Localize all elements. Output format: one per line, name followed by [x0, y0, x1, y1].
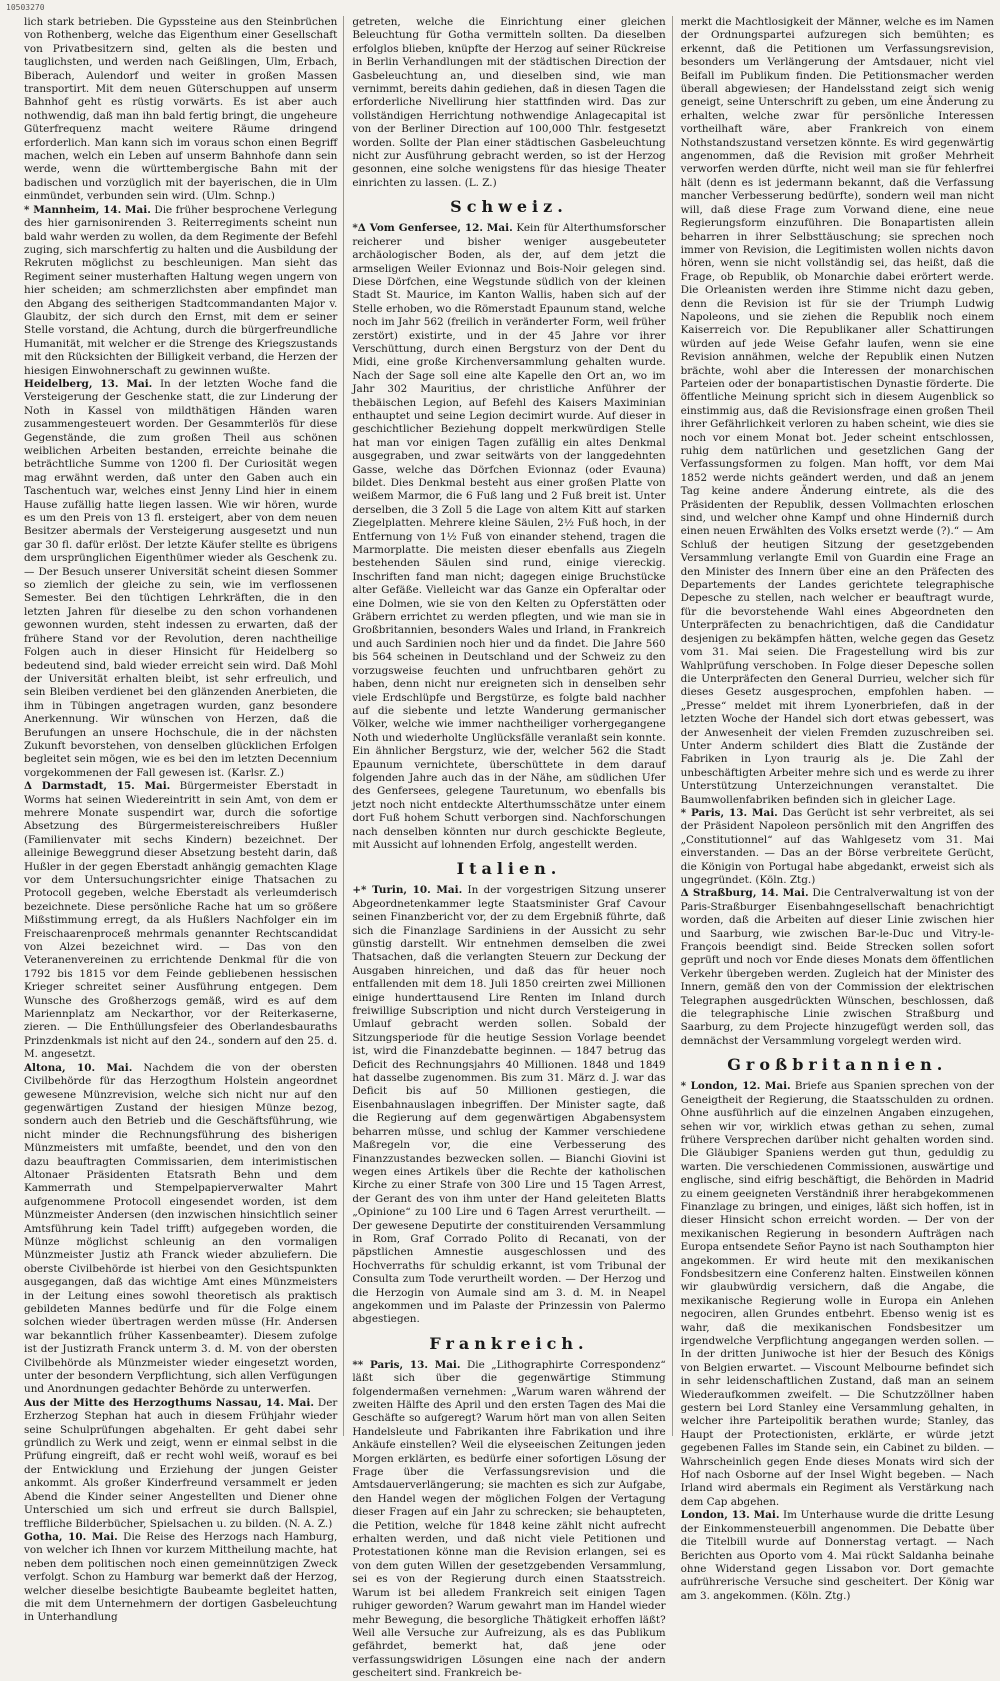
article-text: Die früher besprochene Verlegung des hier garnisonirenden 3. Reiterregiments scheint nun bald wahr werden zu wollen, da dem Regimente der Befehl zuging, sich marschfertig zu halten und die Ausbildung der Rekruten möglichst zu beschleunigen. Man sieht das Regiment seiner musterhaften Haltung wegen ungern von hier scheiden; am schmerzlichsten aber empfindet man den Abgang des seitherigen Stadtcommandanten Major v. Glaubitz, der sich durch den Ernst, mit dem er seiner Stelle vorstand, die Achtung, durch die bürgerfreundliche Humanität, mit welcher er die Strenge des Kriegszustands mit den Rücksichten der Billigkeit verband, die Herzen der hiesigen Einwohnerschaft zu gewinnen wußte.	[24, 203, 338, 377]
article-text: Briefe aus Spanien sprechen von der Geneigtheit der Regierung, die Staatsschulden zu ordnen. Ohne ausführlich auf die einzelnen Angaben einzugehen, sehen wir vor, wirklich etwas gethan zu sehen, zumal frühere Versprechen darüber nicht gehalten worden sind. Die Gläubiger Spaniens werden gut thun, geduldig zu warten. Die verschiedenen Commissionen, auswärtige und englische, sind eifrig beschäftigt, die Behörden in Madrid zu einem geeigneten Verständniß ihrer herabgekommenen Finanzlage zu bringen, und einiges, läßt sich hoffen, ist in dieser Hinsicht schon erreicht worden. — Der von der mexikanischen Regierung in besondern Aufträgen nach Europa entsendete Señor Payno ist nach Southampton hier angekommen. Er wird heute mit den mexikanischen Fondsbesitzern eine Conferenz halten. Einstweilen können wir glaubwürdig versichern, daß die Angabe, die mexikanische Regierung wolle in Europa ein Anlehen negociren, allen Grundes entbehrt. Ebenso wenig ist es wahr, daß die mexikanischen Fondsbesitzer um irgendwelche Verpflichtung angegangen werden sollen. — In der dritten Juniwoche ist hier der Besuch des Königs von Belgien erwartet. — Viscount Melbourne befindet sich in sehr leidenschaftlichen Zustand, daß man an seinem Wiederaufkommen zweifelt. — Die Schutzzöllner haben gestern bei Lord Stanley eine Versammlung gehalten, in welcher ihre Parteipolitik berathen wurde; Stanley, das Haupt der Protectionisten, erklärte, er würde jetzt gegebenen Falles im Stande sein, ein Cabinet zu bilden. — Wahrscheinlich gegen Ende dieses Monats wird sich der Hof nach Osborne auf der Insel Wight begeben. — Nach Irland wird abermals ein Regiment als Verstärkung nach dem Cap abgehen.	[680, 1080, 994, 1508]
article-paragraph	[24, 780, 337, 1062]
newspaper-columns	[24, 16, 1000, 1680]
article-dateline: Δ Straßburg, 14. Mai.	[680, 887, 809, 900]
page-id: 10503270	[6, 3, 45, 12]
section-heading: Großbritannien.	[727, 1055, 948, 1075]
column-2	[352, 16, 672, 1680]
article-paragraph	[681, 1509, 994, 1603]
article-paragraph	[24, 16, 337, 204]
article-dateline: Aus der Mitte des Herzogthums Nassau, 14. Mai.	[24, 1396, 314, 1409]
article-paragraph	[24, 1531, 337, 1625]
article-dateline: +* Turin, 10. Mai.	[352, 884, 463, 897]
article-text: Das Gerücht ist sehr verbreitet, als sei der Präsident Napoleon persönlich mit den Angriffen des „Constitutionnel“ auf das Wahlgesetz vom 31. Mai einverstanden. — Das an der Börse verbreitete Gerücht, die Königin von Portugal habe abgedankt, erweist sich als ungegründet. (Köln. Ztg.)	[680, 806, 994, 886]
article-dateline: Altona, 10. Mai.	[24, 1061, 133, 1074]
article-paragraph	[24, 204, 337, 378]
section-heading: Frankreich.	[429, 1333, 589, 1353]
article-text: Im Unterhause wurde die dritte Lesung der Einkommensteuerbill angenommen. Die Debatte über die Titelbill wurde auf Donnerstag vertagt. — Nach Berichten aus Oporto vom 4. Mai rückt Saldanha beinahe ohne Widerstand gegen Lissabon vor. Dort gemachte aufrührerische Versuche sind gescheitert. Der König war am 3. angekommen. (Köln. Ztg.)	[680, 1509, 994, 1602]
article-text: In der letzten Woche fand die Versteigerung der Geschenke statt, die zur Linderung der Noth in Kassel von mildthätigen Händen waren zusammengesteuert worden. Der Gesammterlös für diese Gegenstände, die zum großen Theil aus schönen weiblichen Arbeiten bestanden, erreichte beinahe die beträchtliche Summe von 1200 fl. Der Curiosität wegen mag erwähnt werden, daß unter den Gaben auch ein Taschentuch war, welches einst Jenny Lind hier in einem Hause zufällig hatte liegen lassen. Wie wir hören, wurde es um den Preis von 13 fl. ersteigert, aber von dem neuen Besitzer abermals der Versteigerung ausgesetzt und nun gar 30 fl. dafür erlöst. Der letzte Käufer stellte es übrigens dem ursprünglichen Eigenthümer wieder als Geschenk zu. — Der Besuch unserer Universität scheint diesen Sommer so ziemlich der gleiche zu sein, wie im verflossenen Semester. Bei den tüchtigen Lehrkräften, die in den letzten Jahren für dieselbe zu den schon vorhandenen gewonnen wurden, steht indessen zu erwarten, daß der frühere Stand vor der Revolution, deren nachtheilige Folgen auch in dieser Hinsicht für Heidelberg so bedeutend sind, bald wieder erreicht sein wird. Daß Mohl der Universität erhalten bleibt, ist sehr erfreulich, und sein Bleiben verdienet bei den glänzenden Anerbieten, die ihm in Tübingen angetragen wurden, ganz besondere Anerkennung. Wir wünschen von Herzen, daß die Berufungen an unsere Hochschule, die in der nächsten Zukunft bevorstehen, von denselben glücklichen Erfolgen begleitet sein mögen, wie es bei den im letzten Decennium vorgekommenen der Fall gewesen ist. (Karlsr. Z.)	[24, 377, 338, 779]
article-paragraph	[352, 884, 665, 1326]
article-dateline: * Paris, 13. Mai.	[680, 806, 778, 819]
article-dateline: Gotha, 10. Mai.	[24, 1530, 118, 1543]
article-dateline: Heidelberg, 13. Mai.	[24, 377, 153, 390]
article-paragraph	[681, 887, 994, 1048]
article-text: getreten, welche die Einrichtung einer gleichen Beleuchtung für Gotha vermitteln sollten. Da dieselben erfolglos blieben, knüpfte der Herzog auf seiner Rückreise in Berlin Verhandlungen mit der städtischen Direction der Gasbeleuchtung an, und dieselben sind, wie man vernimmt, bereits dahin gediehen, daß in diesen Tagen die erforderliche Nivellirung hier stattfinden wird. Das zur vollständigen Herrichtung nothwendige Anlagecapital ist von der Berliner Direction auf 100,000 Thlr. festgesetzt worden. Sollte der Plan einer städtischen Gasbeleuchtung nicht zur Ausführung gebracht werden, so ist der Herzog gesonnen, eine solche wenigstens für das hiesige Theater einrichten zu lassen. (L. Z.)	[352, 16, 666, 189]
article-dateline: London, 13. Mai.	[680, 1509, 780, 1522]
article-text: Nachdem die von der obersten Civilbehörde für das Herzogthum Holstein angeordnet gewesene Münzrevision, welche sich nicht nur auf den gegenwärtigen Zustand der hiesigen Münze bezog, sondern auch den Betrieb und die Geschäftsführung, wie nicht minder die Rechnungsführung des bisherigen Münzmeisters mit umfaßte, beendet, und den von den dazu beauftragten Commissarien, dem interimistischen Altonaer Präsidenten Etatsrath Behn und dem Kammerrath und Stempelpapierverwalter Mahrt aufgenommene Protocoll eingesendet worden, ist dem Münzmeister Andersen (den inzwischen hinsichtlich seiner Amtsführung kein Tadel trifft) aufgegeben worden, die Münze möglichst schleunig an den vormaligen Münzmeister Justiz ath Franck wieder abzuliefern. Die oberste Civilbehörde ist hierbei von den Gesichtspunkten ausgegangen, daß das wichtige Amt eines Münzmeisters in der Leitung eines sowohl theoretisch als praktisch gebildeten Mannes bedürfe und für die Folge einem solchen wieder übertragen werden müsse (Hr. Andersen war bekanntlich früher Kassenbeamter). Diesem zufolge ist der Justizrath Franck unterm 3. d. M. von der obersten Civilbehörde als Münzmeister wieder eingesetzt worden, unter der besondern Verpflichtung, sich allen Verfügungen und Anordnungen gedachter Behörde zu unterwerfen.	[24, 1061, 338, 1396]
article-text: lich stark betrieben. Die Gypssteine aus den Steinbrüchen von Rothenberg, welche das Eigenthum einer Gesellschaft von Privatbesitzern sind, gelten als die besten und tauglichsten, und werden nach Geißlingen, Ulm, Erbach, Biberach, Aulendorf und weiter in großen Massen transportirt. Mit dem neuen Güterschuppen auf unserm Bahnhof geht es rüstig vorwärts. Es ist aber auch nothwendig, daß man ihn bald fertig bringt, die ungeheure Güterfrequenz macht weitere Räume dringend erforderlich. Man kann sich im voraus schon einen Begriff machen, welch ein Leben auf unserm Bahnhofe dann sein werde, wenn die württembergische Bahn mit der badischen und vorzüglich mit der bayerischen, die in Ulm einmündet, verbunden sein wird. (Ulm. Schnp.)	[24, 16, 338, 203]
article-paragraph	[352, 222, 665, 852]
article-text: merkt die Machtlosigkeit der Männer, welche es im Namen der Ordnungspartei aufzuregen sich bemühten; es erkennt, daß die Petitionen um Verfassungsrevision, besonders um Verlängerung der Amtsdauer, nicht viel Beifall im Publikum finden. Die Petitionsmacher werden überall abgewiesen; der Handelsstand zeigt sich wenig geneigt, seine Unterschrift zu geben, um eine Änderung zu erhalten, welche zwar für persönliche Interessen vortheilhaft wäre, aber Frankreich von einem Nothstandszustand versetzen könnte. Es wird gegenwärtig angenommen, daß die Revision mit großer Mehrheit verworfen werden dürfte, nicht weil man sie für fehlerfrei hält (denn es ist jedermann bekannt, daß die Verfassung mancher Verbesserung bedürfte), sondern weil man nicht will, daß diese Frage zum Vorwand diene, eine neue Regierungsform einzuführen. Die Bonapartisten allein beharren in ihrer Selbsttäuschung; sie sprechen noch immer von Revision, die Legitimisten wollen nichts davon hören, wenn sie nicht vollständig sei, das heißt, daß die Frage, ob Republik, ob Monarchie dabei erörtert werde. Die Orleanisten werden ihre Stimme nicht dazu geben, denn die Revision ist für sie der Triumph Ludwig Napoleons, und sie ziehen die Republik noch einem Kaiserreich vor. Die Republikaner aller Schattirungen würden auf jede Weise Gefahr laufen, wenn sie eine Revision annähmen, welche der Republik einen Nutzen brächte, wohl aber die Interessen der monarchischen Parteien oder der bonapartistischen Dynastie förderte. Die öffentliche Meinung spricht sich in diesem Augenblick so einstimmig aus, daß die Revisionsfrage einen großen Theil ihrer Gefährlichkeit verloren zu haben scheint, wie dies sie noch vor einem Monat bot. Jeder scheint entschlossen, ruhig dem natürlichen und gesetzlichen Gang der Verfassungsformen zu folgen. Man hofft, vor dem Mai 1852 werde nichts geändert werden, und daß an jenem Tag keine andere Änderung eintrete, als die des Präsidenten der Republik, dessen Vollmachten erloschen sind, und welcher ohne Kampf und ohne Hinderniß durch einen neuen Erwählten des Volks ersetzt werde (?).“ — Am Schluß der heutigen Sitzung der gesetzgebenden Versammlung verlangte Emil von Guardin eine Frage an den Minister des Innern über eine an den Präfecten des Departements der Landes gerichtete telegraphische Depesche zu stellen, nach welcher er beauftragt wurde, für die bevorstehende Wahl eines Abgeordneten den Unterpräfecten zu benachrichtigen, daß die Candidatur desjenigen zu bekämpfen hätten, welche gegen das Gesetz vom 31. Mai seien. Die Fragestellung wird bis zur Wahlprüfung verschoben. In Folge dieser Depesche sollen die Unterpräfecten den General Durrieu, welcher sich für dieses Gesetz ausgesprochen, empfohlen haben. — „Presse“ meldet mit ihrem Lyonerbriefen, daß in der letzten Woche der Handel sich dort etwas gebessert, was der Anwesenheit der vielen Fremden zuzuschreiben sei. Unter Anderm schildert dies Blatt die Zustände der Fabriken in Lyon traurig als je. Die Zahl der unbeschäftigten Arbeiter mehre sich und es werde zu ihrer Unterstützung Unterzeichnungen veranstaltet. Die Baumwollenfabriken befinden sich in gleicher Lage.	[680, 16, 994, 806]
section-heading: Schweiz.	[450, 197, 568, 217]
article-text: Bürgermeister Eberstadt in Worms hat seinen Wiedereintritt in sein Amt, von dem er mehrere Monate suspendirt war, durch die sofortige Absetzung des Bürgermeistereischreibers Hußler (Familienvater mit sechs Kindern) bezeichnet. Der alleinige Beweggrund dieser Absetzung besteht darin, daß Hußler in der gegen Eberstadt anhängig gemachten Klage vor dem Untersuchungsrichter einige Thatsachen zu Protocoll gegeben, welche Eberstadt als verleumderisch bezeichnete. Diese persönliche Rache hat um so größere Mißstimmung erregt, da als Hußlers Nachfolger ein im Freischaarenproceß mehrmals genannter Rechtscandidat von Alzei bezeichnet wird. — Das von den Veteranenvereinen zu errichtende Denkmal für die von 1792 bis 1815 vor dem Feinde gebliebenen hessischen Krieger schreitet seiner Ausführung entgegen. Dem Wunsche des Großherzogs gemäß, wird es auf dem Mariennplatz am Neckarthor, vor der Reiterkaserne, zieren. — Die Enthüllungsfeier des Oberlandesbauraths Prinzdenkmals ist nicht auf den 24., sondern auf den 25. d. M. angesetzt.	[24, 780, 338, 1061]
article-paragraph	[681, 807, 994, 887]
article-text: In der vorgestrigen Sitzung unserer Abgeordnetenkammer legte Staatsminister Graf Cavour seinen Finanzbericht vor, der zu dem Ergebniß führte, daß sich die Finanzlage Sardiniens in der Aussicht zu sehr günstig darstellt. Wir entnehmen demselben die zwei Thatsachen, daß die verlangten Steuern zur Deckung der Ausgaben hinreichen, und daß das für heuer noch entfallenden mit dem 18. Juli 1850 creirten zwei Millionen einige hunderttausend Lire Renten im Inland durch freiwillige Subscription und nicht durch Versteigerung in Umlauf gebracht werden sollen. Sobald der Sitzungsperiode für die heutige Session Vorlage beendet ist, wird die Finanzdebatte beginnen. — 1847 betrug das Deficit des Rechnungsjahrs 40 Millionen. 1848 und 1849 hat dasselbe zugenommen. Bis zum 31. März d. J. war das Deficit bis auf 50 Millionen gestiegen, die Eisenbahnauslagen inbegriffen. Der Minister sagte, daß die Regierung auf dem gegenwärtigen Abgabensystem beharren müsse, und schlug der Kammer verschiedene Maßregeln vor, die eine Verbesserung des Finanzzustandes bezwecken sollen. — Bianchi Giovini ist wegen eines Artikels über die Rechte der katholischen Kirche zu einer Strafe von 300 Lire und 15 Tagen Arrest, der Gerant des von ihm unter der Hand geleiteten Blatts „Opinione“ zu 100 Lire und 6 Tagen Arrest verurtheilt. — Der gewesene Deputirte der constituirenden Versammlung in Rom, Graf Corrado Polito di Recanati, von der päpstlichen Amnestie ausgeschlossen und des Hochverraths für schuldig erkannt, ist vom Tribunal der Consulta zum Tode verurtheilt worden. — Der Herzog und die Herzogin von Aumale sind am 3. d. M. in Neapel angekommen und im Palaste der Prinzessin von Palermo abgestiegen.	[352, 884, 666, 1326]
article-dateline: ** Paris, 13. Mai.	[352, 1358, 461, 1371]
article-paragraph	[24, 1062, 337, 1397]
article-paragraph	[352, 16, 665, 190]
article-dateline: *Δ Vom Genfersee, 12. Mai.	[352, 222, 513, 235]
article-dateline: * London, 12. Mai.	[680, 1080, 791, 1093]
article-paragraph	[352, 1359, 665, 1681]
article-text: Die „Lithographirte Correspondenz“ läßt sich über die gegenwärtige Stimmung folgendermaßen vernehmen: „Warum waren während der zweiten Hälfte des April und den ersten Tagen des Mai die Geschäfte so aufgeregt? Warum hört man von allen Seiten Handelsleute und Fabrikanten ihre Fabrikation und ihre Ankäufe einstellen? Weil die elyseeischen Zeitungen jeden Morgen erklärten, es bedürfe einer sofortigen Lösung der Frage über die Verfassungsrevision und die Amtsdauerverlängerung; sie machten es sich zur Aufgabe, den Handel wegen der möglichen Folgen der Vertagung dieser Fragen auf ein Jahr zu schrecken; sie behaupteten, die Petition, welche für 1848 keine zählt nicht aufrecht erhalten werden, und daß nicht viele Petitionen und Protestationen könne man die Revision erlangen, sei es von dem guten Willen der gesetzgebenden Versammlung, sei es von der Regierung durch einen Staatsstreich. Warum ist bei alledem Frankreich seit einigen Tagen ruhiger geworden? Warum gewahrt man im Handel wieder mehr Bewegung, die besorgliche Thätigkeit erhoffen läßt? Weil alle Versuche zur Aufreizung, als es das Publikum gefährdet, bemerkt hat, daß jene oder verfassungswidrigen Lösungen eine nach der andern gescheitert sind. Frankreich be-	[352, 1358, 666, 1680]
article-text: Die Centralverwaltung ist von der Paris-Straßburger Eisenbahngesellschaft benachrichtigt worden, daß die Arbeiten auf dieser Linie zwischen hier und Saarburg, wie zwischen Bar-le-Duc und Vitry-le-François beendigt sind. Beide Strecken sollen sofort geprüft und noch vor Ende dieses Monats dem öffentlichen Verkehr übergeben werden. Zugleich hat der Minister des Innern, gemäß den von der Commission der elektrischen Telegraphen ausgedrückten Wünschen, beschlossen, daß die telegraphische Linie zwischen Straßburg und Saarburg, zu dem Projecte hinzugefügt werden soll, das demnächst der Versammlung vorgelegt werden wird.	[680, 887, 994, 1047]
article-paragraph	[681, 16, 994, 807]
column-1	[24, 16, 344, 1624]
article-paragraph	[24, 1397, 337, 1531]
column-3	[680, 16, 1000, 1602]
article-paragraph	[681, 1080, 994, 1509]
article-text: Der Erzherzog Stephan hat auch in diesem Frühjahr wieder seine Schulprüfungen abgehalten. Er geht dabei sehr gründlich zu Werk und zeigt, wenn er einmal selbst in die Prüfung eingreift, daß er recht wohl weiß, worauf es bei der Entwicklung und Erziehung der jungen Geister ankommt. Als großer Kinderfreund versammelt er jeden Abend die Kinder seiner Angestellten und Diener ohne Unterschied um sich und erfreut sie durch Ballspiel, treffliche Bilderbücher, Spielsachen u. zu bilden. (N. A. Z.)	[24, 1396, 338, 1530]
article-dateline: Δ Darmstadt, 15. Mai.	[24, 780, 171, 793]
article-text: Die Reise des Herzogs nach Hamburg, von welcher ich Ihnen vor kurzem Mittheilung machte, hat neben dem politischen noch einen gemeinnützigen Zweck verfolgt. Schon zu Hamburg war bemerkt daß der Herzog, welcher dieselbe besichtigte Baubeamte begleitet hatten, die mit dem Unternehmern der dortigen Gasbeleuchtung in Unterhandlung	[24, 1530, 338, 1624]
section-heading: Italien.	[456, 859, 562, 879]
article-text: Kein für Alterthumsforscher reicherer und bisher weniger ausgebeuteter archäologischer Boden, als der, auf dem jetzt die armseligen Weiler Evionnaz und Bois-Noir gelegen sind. Diese Dörfchen, eine Wegstunde südlich von der kleinen Stadt St. Maurice, im Kanton Wallis, haben sich auf der Stelle erhoben, wo die Römerstadt Epaunum stand, welche noch im Jahr 562 (freilich in veränderter Form, weil früher zerstört) existirte, und in der 45 Jahre vor ihrer Verschüttung, durch einen Bergsturz von der Dent du Midi, eine große Kirchenversammlung gehalten wurde. Nach der Sage soll eine alte Kapelle den Ort an, wo im Jahr 302 Mauritius, der christliche Anführer der thebäischen Legion, auf Befehl des Kaisers Maximinian enthauptet und seine Legion decimirt wurde. Auf dieser in geschichtlicher Beziehung doppelt merkwürdigen Stelle hat man vor einigen Tagen zufällig ein altes Denkmal ausgegraben, und zwar seitwärts von der langgedehnten Gasse, welche das Dörfchen Evionnaz (oder Evauna) bildet. Dies Denkmal besteht aus einer großen Platte von weißem Marmor, die 6 Fuß lang und 2 Fuß breit ist. Unter derselben, die 3 Zoll 5 die Lage von altem Kitt auf starken Ziegelplatten. Mehrere kleine Säulen, 2½ Fuß hoch, in der Entfernung von 1½ Fuß von einander stehend, tragen die Marmorplatte. Die meisten dieser ebenfalls aus Ziegeln bestehenden Säulen sind rund, einige viereckig. Inschriften fand man nicht; dagegen einige Bruchstücke alter Gefäße. Vielleicht war das Ganze ein Opferaltar oder eine Dolmen, wie sie von den Kelten zu Opferstätten oder Gräbern errichtet zu werden pflegten, und wie man sie in Großbritannien, besonders Wales und Irland, in Frankreich und auch Sardinien noch hier und da findet. Die Jahre 560 bis 564 scheinen in Deutschland und der Schweiz zu den vorzugsweise feuchten und unfruchtbaren gehört zu haben, denn nicht nur ereigneten sich in denselben sehr viele Erdschlüpfe und Bergstürze, es folgte bald nachher auf die siebente und letzte Wanderung germanischer Völker, welche wie immer nachtheiliger vorhergegangene Noth und wiederholte Unglücksfälle veranlaßt sein konnte. Ein ähnlicher Bergsturz, wie der, welcher 562 die Stadt Epaunum vernichtete, überschüttete in dem darauf folgenden Jahre auch das in der Nähe, am südlichen Ufer des Genfersees, gelegene Tauretunum, wo ebenfalls bis jetzt noch nicht entdeckte Alterthumsschätze unter einem dort Fuß hohem Schutt verborgen sind. Nachforschungen nach denselben könnten nur durch geschickte Begleute, mit Aussicht auf lohnenden Erfolg, angestellt werden.	[352, 222, 666, 851]
article-dateline: * Mannheim, 14. Mai.	[24, 203, 151, 216]
article-paragraph	[24, 378, 337, 780]
